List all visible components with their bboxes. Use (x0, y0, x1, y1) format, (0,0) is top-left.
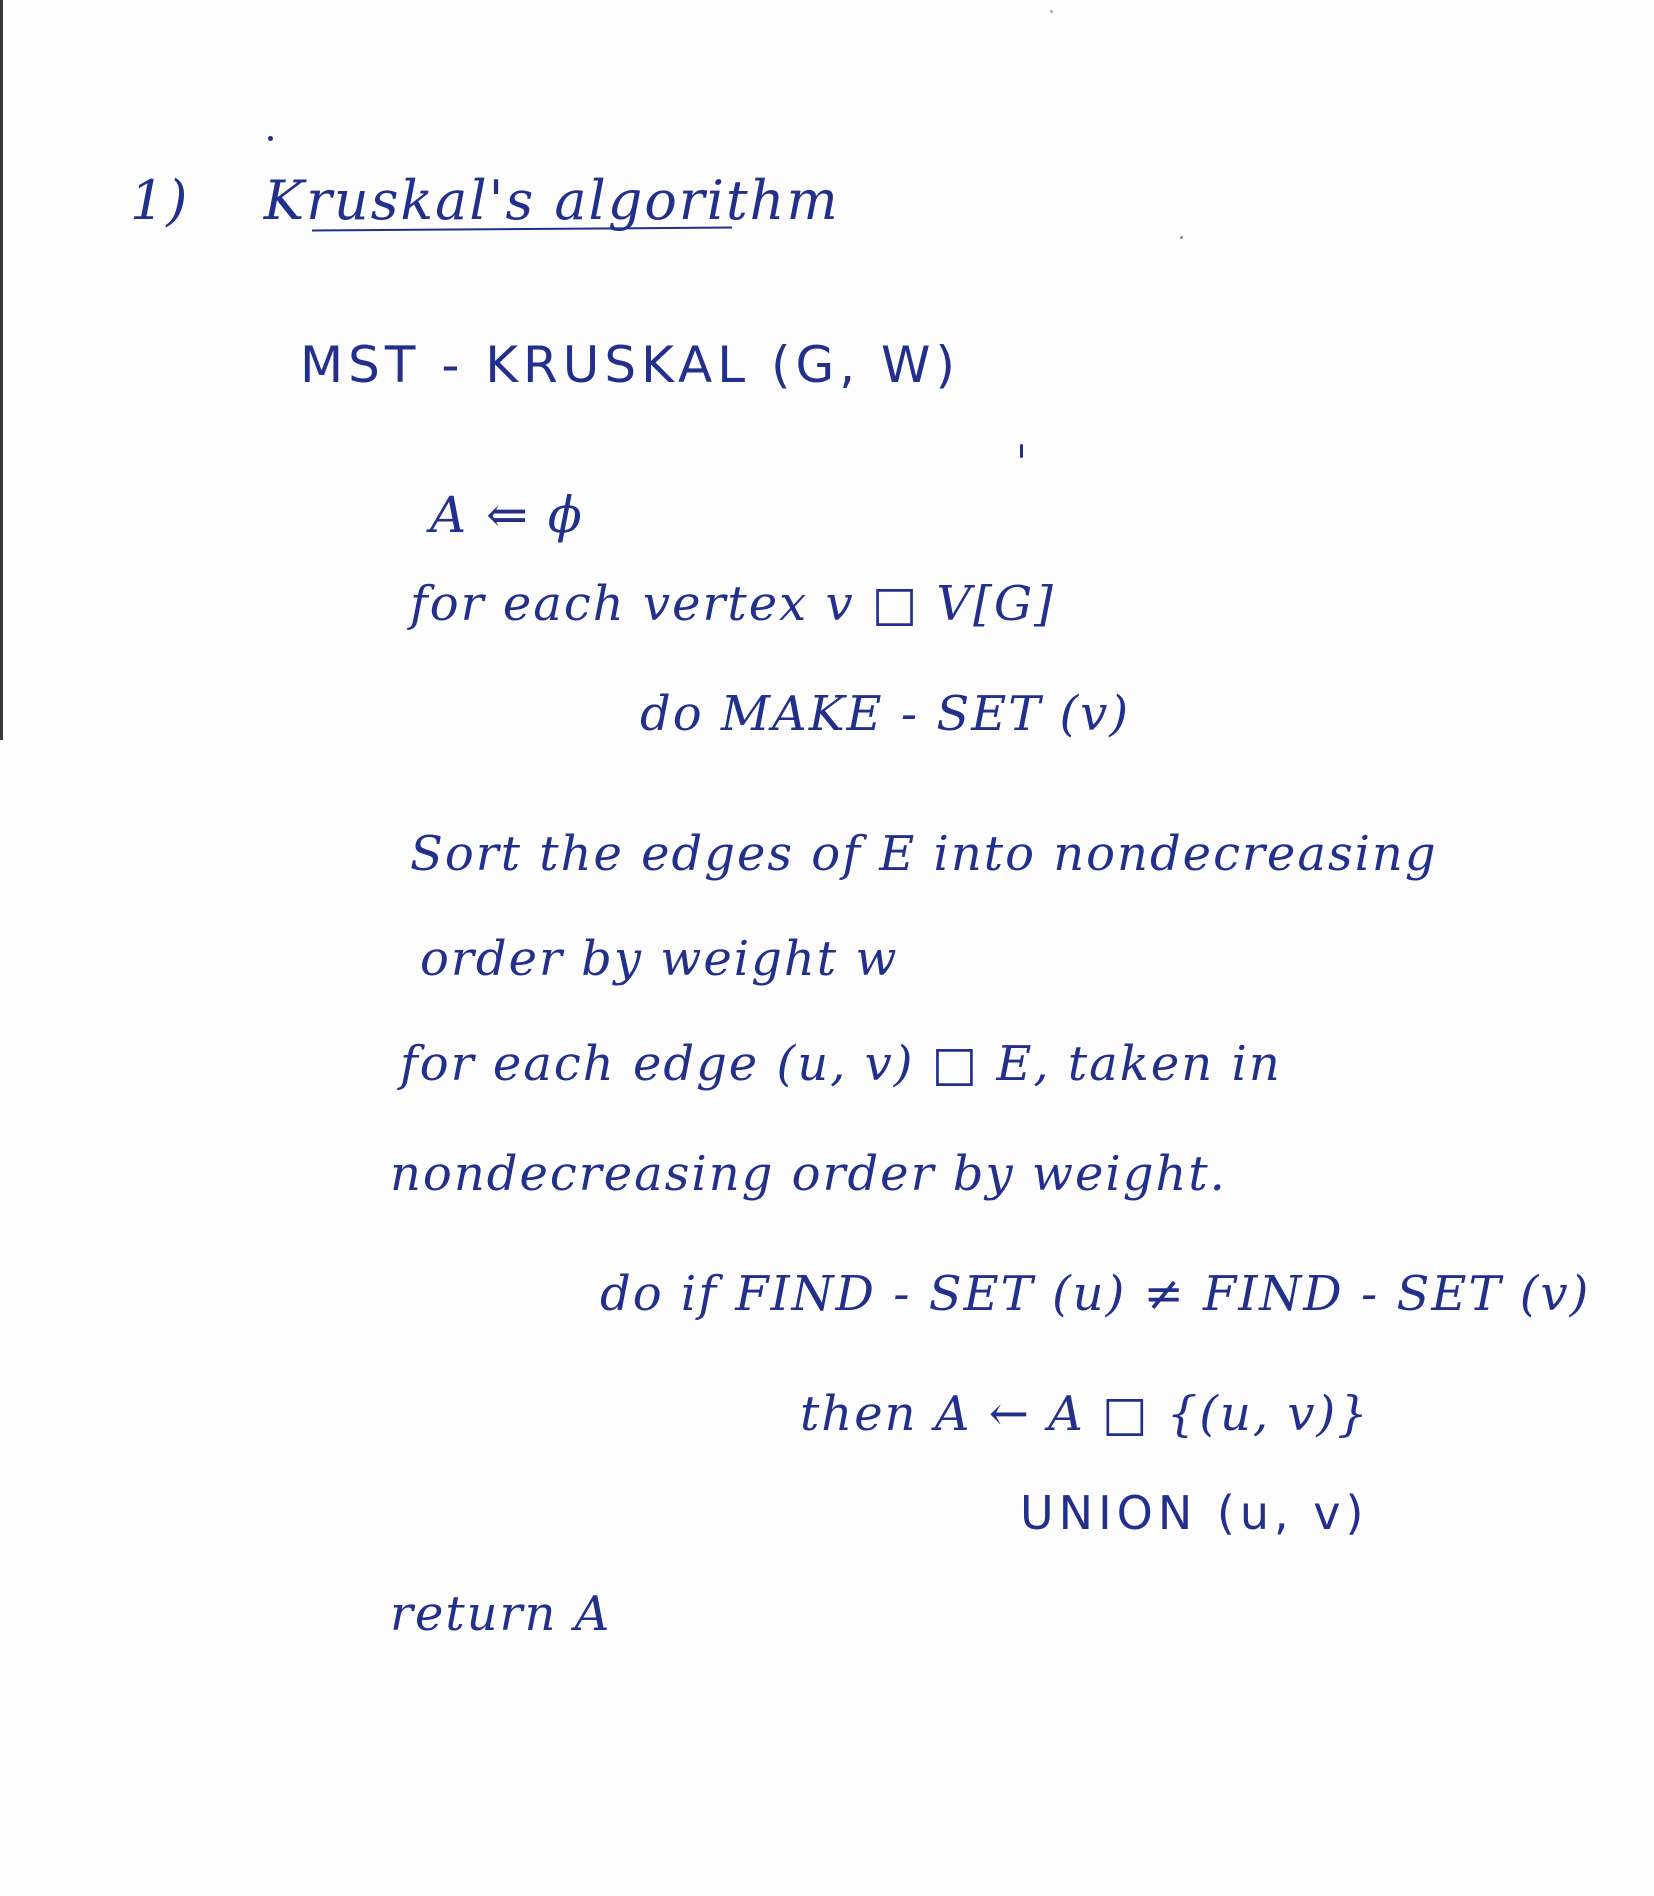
line-if-find-set: do if FIND - SET (u) ≠ FIND - SET (v) (600, 1266, 1591, 1322)
heading-bullet: 1) (130, 169, 190, 232)
ink-speck (268, 136, 273, 141)
line-union: UNION (u, v) (1020, 1486, 1369, 1540)
line-for-each-vertex: for each vertex v □ V[G] (410, 576, 1055, 632)
line-for-each-edge-cont: nondecreasing order by weight. (390, 1146, 1227, 1202)
line-sort-edges: Sort the edges of E into nondecreasing (410, 826, 1438, 882)
ink-speck (1180, 236, 1183, 239)
line-return: return A (390, 1586, 612, 1642)
procedure-header: MST - KRUSKAL (G, W) (300, 336, 960, 394)
ink-speck (1050, 10, 1053, 13)
heading-title: Kruskal's algorithm (263, 169, 840, 232)
heading (130, 169, 840, 232)
scan-edge-shadow (0, 0, 3, 740)
line-for-each-edge: for each edge (u, v) □ E, taken in (400, 1036, 1282, 1092)
line-sort-order: order by weight w (420, 931, 899, 987)
ink-speck (1020, 444, 1023, 458)
line-then-add-edge: then A ← A □ {(u, v)} (800, 1386, 1370, 1442)
line-init: A ⇐ ϕ (430, 486, 584, 544)
line-make-set: do MAKE - SET (v) (640, 686, 1131, 742)
